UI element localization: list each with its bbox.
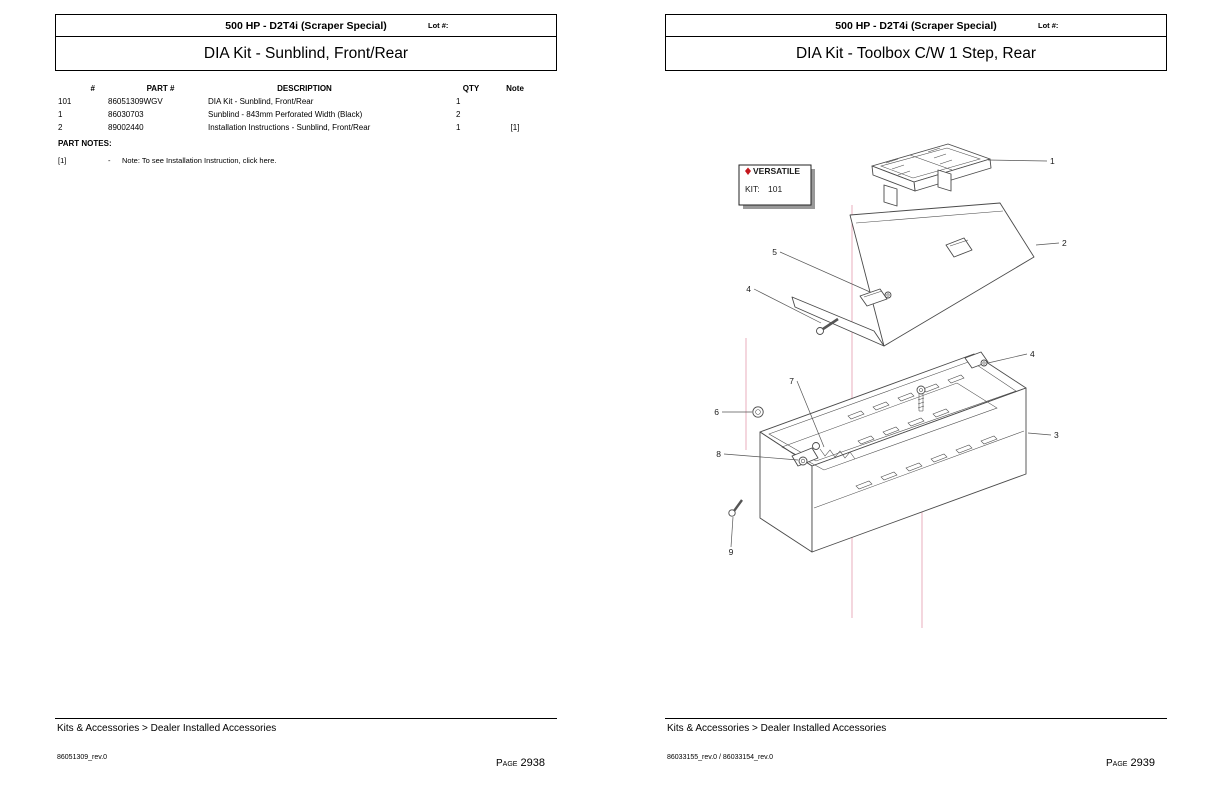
model-title: 500 HP - D2T4i (Scraper Special) [225,20,387,32]
note-dash: - [108,156,111,165]
toolbox-part [760,352,1026,552]
callout-7: 7 [789,376,794,386]
callout-1: 1 [1050,156,1055,166]
left-page [55,0,557,792]
cell-qty: 2 [456,110,461,119]
cell-num: 1 [58,110,63,119]
footer-divider [665,718,1167,719]
header-model-row [666,15,1166,37]
table-header-row [55,84,557,97]
note-ref: [1] [58,156,67,165]
cell-desc: Sunblind - 843mm Perforated Width (Black) [208,110,363,119]
table-row [55,123,557,136]
lot-label: Lot #: [428,21,449,30]
table-row [55,110,557,123]
cell-desc: DIA Kit - Sunblind, Front/Rear [208,97,314,106]
cell-desc: Installation Instructions - Sunblind, Front/Rear [208,123,371,132]
col-header-part: PART # [146,84,175,93]
col-header-qty: QTY [462,84,480,93]
col-header-desc: DESCRIPTION [277,84,332,93]
cell-num: 2 [58,123,63,132]
page-indicator [496,757,545,769]
cell-qty: 1 [456,123,461,132]
model-title: 500 HP - D2T4i (Scraper Special) [835,20,997,32]
kit-title: DIA Kit - Toolbox C/W 1 Step, Rear [795,44,1037,62]
page-header [665,14,1167,71]
page-label: Page [1106,758,1128,769]
kit-title: DIA Kit - Sunblind, Front/Rear [203,44,409,62]
page-number: 2938 [520,757,545,769]
callout-6: 6 [714,407,719,417]
footer-divider [55,718,557,719]
right-page [665,0,1167,792]
callout-2: 2 [1062,238,1067,248]
lot-label: Lot #: [1038,21,1059,30]
parts-table [55,84,557,136]
callout-3: 3 [1054,430,1059,440]
note-text-link[interactable]: Note: To see Installation Instruction, click here. [122,156,277,165]
part-notes-label: PART NOTES: [58,139,112,148]
part-note-row [58,156,478,166]
revision-number: 86033155_rev.0 / 86033154_rev.0 [667,754,773,761]
callout-8: 8 [716,449,721,459]
cell-part: 86030703 [108,110,144,119]
breadcrumb: Kits & Accessories > Dealer Installed Accessories [57,723,277,734]
col-header-num: # [90,84,95,93]
breadcrumb: Kits & Accessories > Dealer Installed Accessories [667,723,887,734]
cell-part: 86051309WGV [108,97,163,106]
page-number: 2939 [1130,757,1155,769]
cell-num: 101 [58,97,72,106]
exploded-diagram [700,130,1140,650]
callout-5: 5 [772,247,777,257]
callout-4-right: 4 [1030,349,1035,359]
cell-part: 89002440 [108,123,144,132]
revision-number: 86051309_rev.0 [57,754,108,761]
col-header-note: Note [506,84,524,93]
callout-4-left: 4 [746,284,751,294]
kit-number: 101 [768,184,783,194]
kit-label [739,165,815,209]
brand-name: VERSATILE [753,166,801,176]
header-model-row [56,15,556,37]
page-header [55,14,557,71]
kit-text: KIT: [745,184,760,194]
cell-qty: 1 [456,97,461,106]
cell-note: [1] [510,123,520,132]
step-part [872,144,991,206]
table-row [55,97,557,110]
mounting-plate-part [792,203,1034,346]
page-indicator [1106,757,1155,769]
page-label: Page [496,758,518,769]
callout-9: 9 [728,547,734,557]
